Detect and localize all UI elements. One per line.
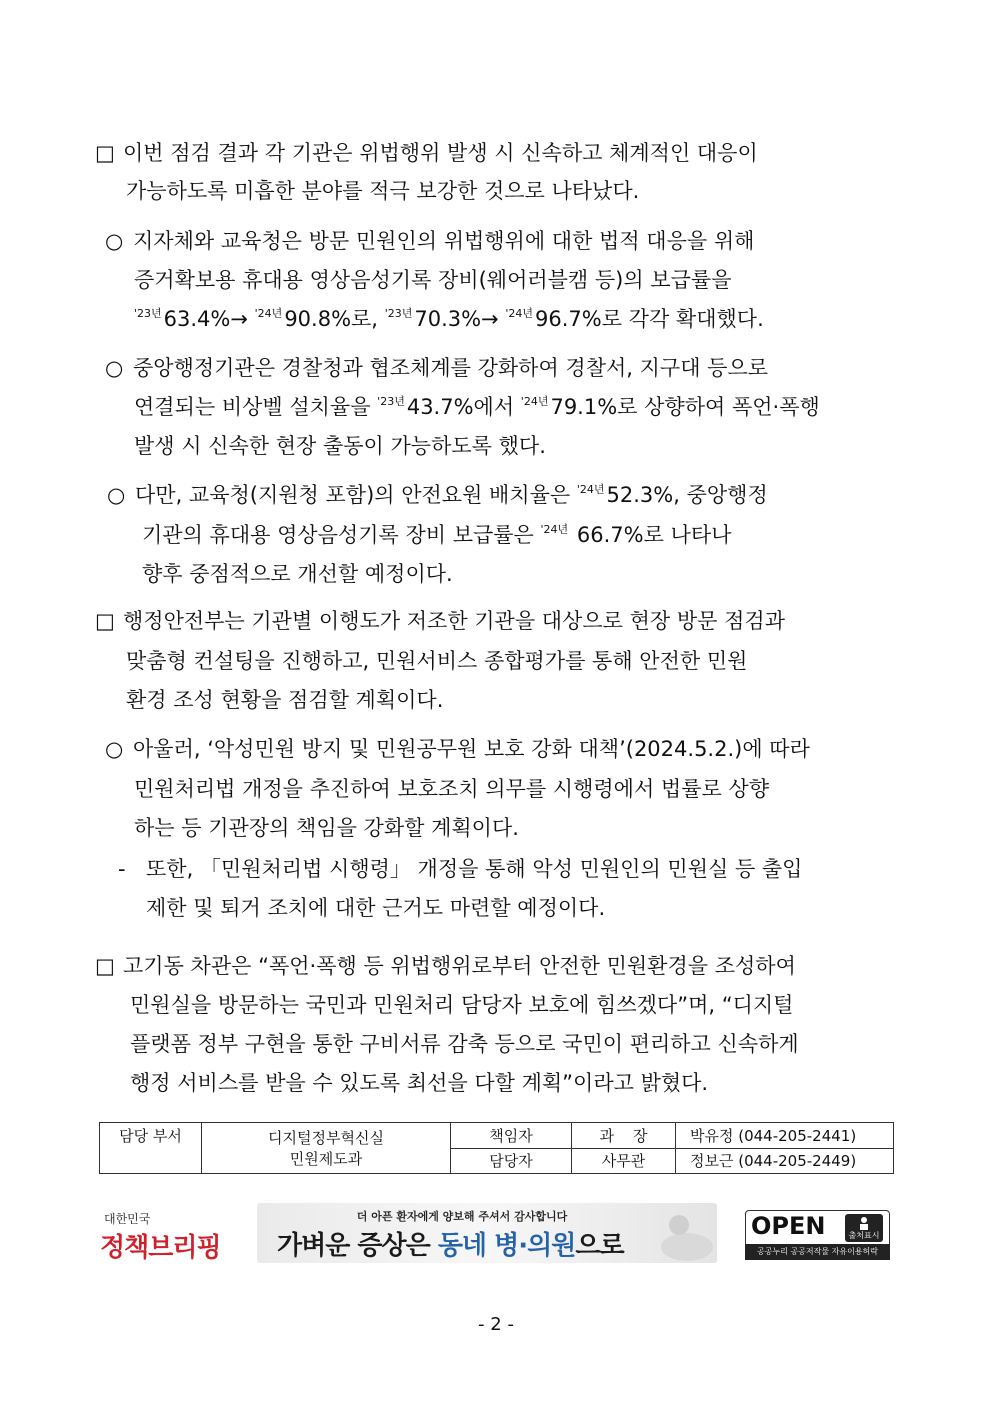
- person-icon: [857, 1216, 871, 1230]
- section-1-line-1: □ 이번 점검 결과 각 기관은 위법행위 발생 시 신속하고 체계적인 대응이: [95, 141, 758, 165]
- section-1b-line-3: 발생 시 신속한 현장 출동이 가능하도록 했다.: [134, 434, 546, 458]
- section-2a-line-2: 민원처리법 개정을 추진하여 보호조치 의무를 시행령에서 법률로 상향: [134, 777, 770, 801]
- attribution-badge: 출처표시: [845, 1214, 883, 1242]
- section-1c-line-3: 향후 중점적으로 개선할 예정이다.: [142, 562, 453, 586]
- campaign-banner[interactable]: [257, 1203, 717, 1263]
- section-1b-line-2: 연결되는 비상벨 설치율을 $^{'23년}$43.7%에서 $^{'24년}$79.1%로 상향하여 폭언·폭행: [134, 395, 820, 419]
- circle-bullet-icon: ○: [105, 737, 124, 761]
- open-subtitle: 공공누리 공공저작물 자유이용허락: [745, 1244, 890, 1260]
- section-2-line-1: □ 행정안전부는 기관별 이행도가 저조한 기관을 대상으로 현장 방문 점검과: [95, 609, 785, 633]
- section-2b-line-2: 제한 및 퇴거 조치에 대한 근거도 마련할 예정이다.: [146, 896, 606, 920]
- section-1a-line-3: $^{'23년}$63.4%→ $^{'24년}$90.8%로, $^{'23년}$70.3%→ $^{'24년}$96.7%로 각각 확대했다.: [134, 307, 764, 331]
- section-1a-line-2: 증거확보용 휴대용 영상음성기록 장비(웨어러블캠 등)의 보급률을: [134, 268, 732, 292]
- section-2a-line-3: 하는 등 기관장의 책임을 강화할 계획이다.: [134, 816, 519, 840]
- square-bullet-icon: □: [95, 609, 115, 633]
- dept-label: 담당 부서: [100, 1123, 202, 1174]
- section-1-line-2: 가능하도록 미흡한 분야를 적극 보강한 것으로 나타났다.: [126, 179, 640, 203]
- banner-main-text: 가벼운 증상은 동네 병·의원으로: [277, 1231, 624, 1261]
- kogl-open-license-logo: [745, 1210, 890, 1260]
- circle-bullet-icon: ○: [105, 229, 124, 253]
- square-bullet-icon: □: [95, 141, 115, 165]
- section-2a-line-1: ○ 아울러, ‘악성민원 방지 및 민원공무원 보호 강화 대책’(2024.5.2.)에 따라: [105, 737, 810, 761]
- korea-policy-briefing-logo: 대한민국 정책브리핑: [100, 1212, 221, 1263]
- page-number: - 2 -: [478, 1314, 514, 1335]
- person-cell: 박유정 (044-205-2441): [676, 1123, 894, 1149]
- contact-table: [99, 1122, 894, 1174]
- patient-illustration-icon: [657, 1207, 715, 1261]
- dash-bullet-icon: -: [118, 857, 126, 881]
- section-3-line-2: 민원실을 방문하는 국민과 민원처리 담당자 보호에 힘쓰겠다”며, “디지털: [130, 993, 794, 1017]
- section-1c-line-1: ○ 다만, 교육청(지원청 포함)의 안전요원 배치율은 $^{'24년}$52.3%, 중앙행정: [107, 483, 768, 507]
- section-3-line-1: □ 고기동 차관은 “폭언·폭행 등 위법행위로부터 안전한 민원환경을 조성하여: [95, 954, 796, 978]
- dept-name: 디지털정부혁신실 민원제도과: [202, 1123, 451, 1174]
- section-3-line-3: 플랫폼 정부 구현을 통한 구비서류 감축 등으로 국민이 편리하고 신속하게: [130, 1032, 799, 1056]
- section-2b-line-1: - 또한, 「민원처리법 시행령」 개정을 통해 악성 민원인의 민원실 등 출입: [118, 857, 803, 881]
- circle-bullet-icon: ○: [105, 356, 124, 380]
- person-cell: 정보근 (044-205-2449): [676, 1148, 894, 1174]
- square-bullet-icon: □: [95, 954, 115, 978]
- section-2-line-2: 맞춤형 컨설팅을 진행하고, 민원서비스 종합평가를 통해 안전한 민원: [126, 649, 748, 673]
- banner-top-text: 더 아픈 환자에게 양보해 주셔서 감사합니다: [356, 1210, 568, 1223]
- circle-bullet-icon: ○: [107, 483, 126, 507]
- title-cell: 사무관: [572, 1148, 676, 1174]
- role-cell: 담당자: [451, 1148, 572, 1174]
- section-2-line-3: 환경 조성 현황을 점검할 계획이다.: [126, 688, 444, 712]
- section-3-line-4: 행정 서비스를 받을 수 있도록 최선을 다할 계획”이라고 밝혔다.: [130, 1071, 709, 1095]
- open-text: OPEN: [751, 1212, 826, 1240]
- section-1a-line-1: ○ 지자체와 교육청은 방문 민원인의 위법행위에 대한 법적 대응을 위해: [105, 229, 755, 253]
- role-cell: 책임자: [451, 1123, 572, 1149]
- section-1b-line-1: ○ 중앙행정기관은 경찰청과 협조체계를 강화하여 경찰서, 지구대 등으로: [105, 356, 769, 380]
- title-cell: 과 장: [572, 1123, 676, 1149]
- logo-text: 정책브리핑: [100, 1233, 221, 1263]
- section-1c-line-2: 기관의 휴대용 영상음성기록 장비 보급률은 $^{'24년}$ 66.7%로 나타나: [142, 523, 732, 547]
